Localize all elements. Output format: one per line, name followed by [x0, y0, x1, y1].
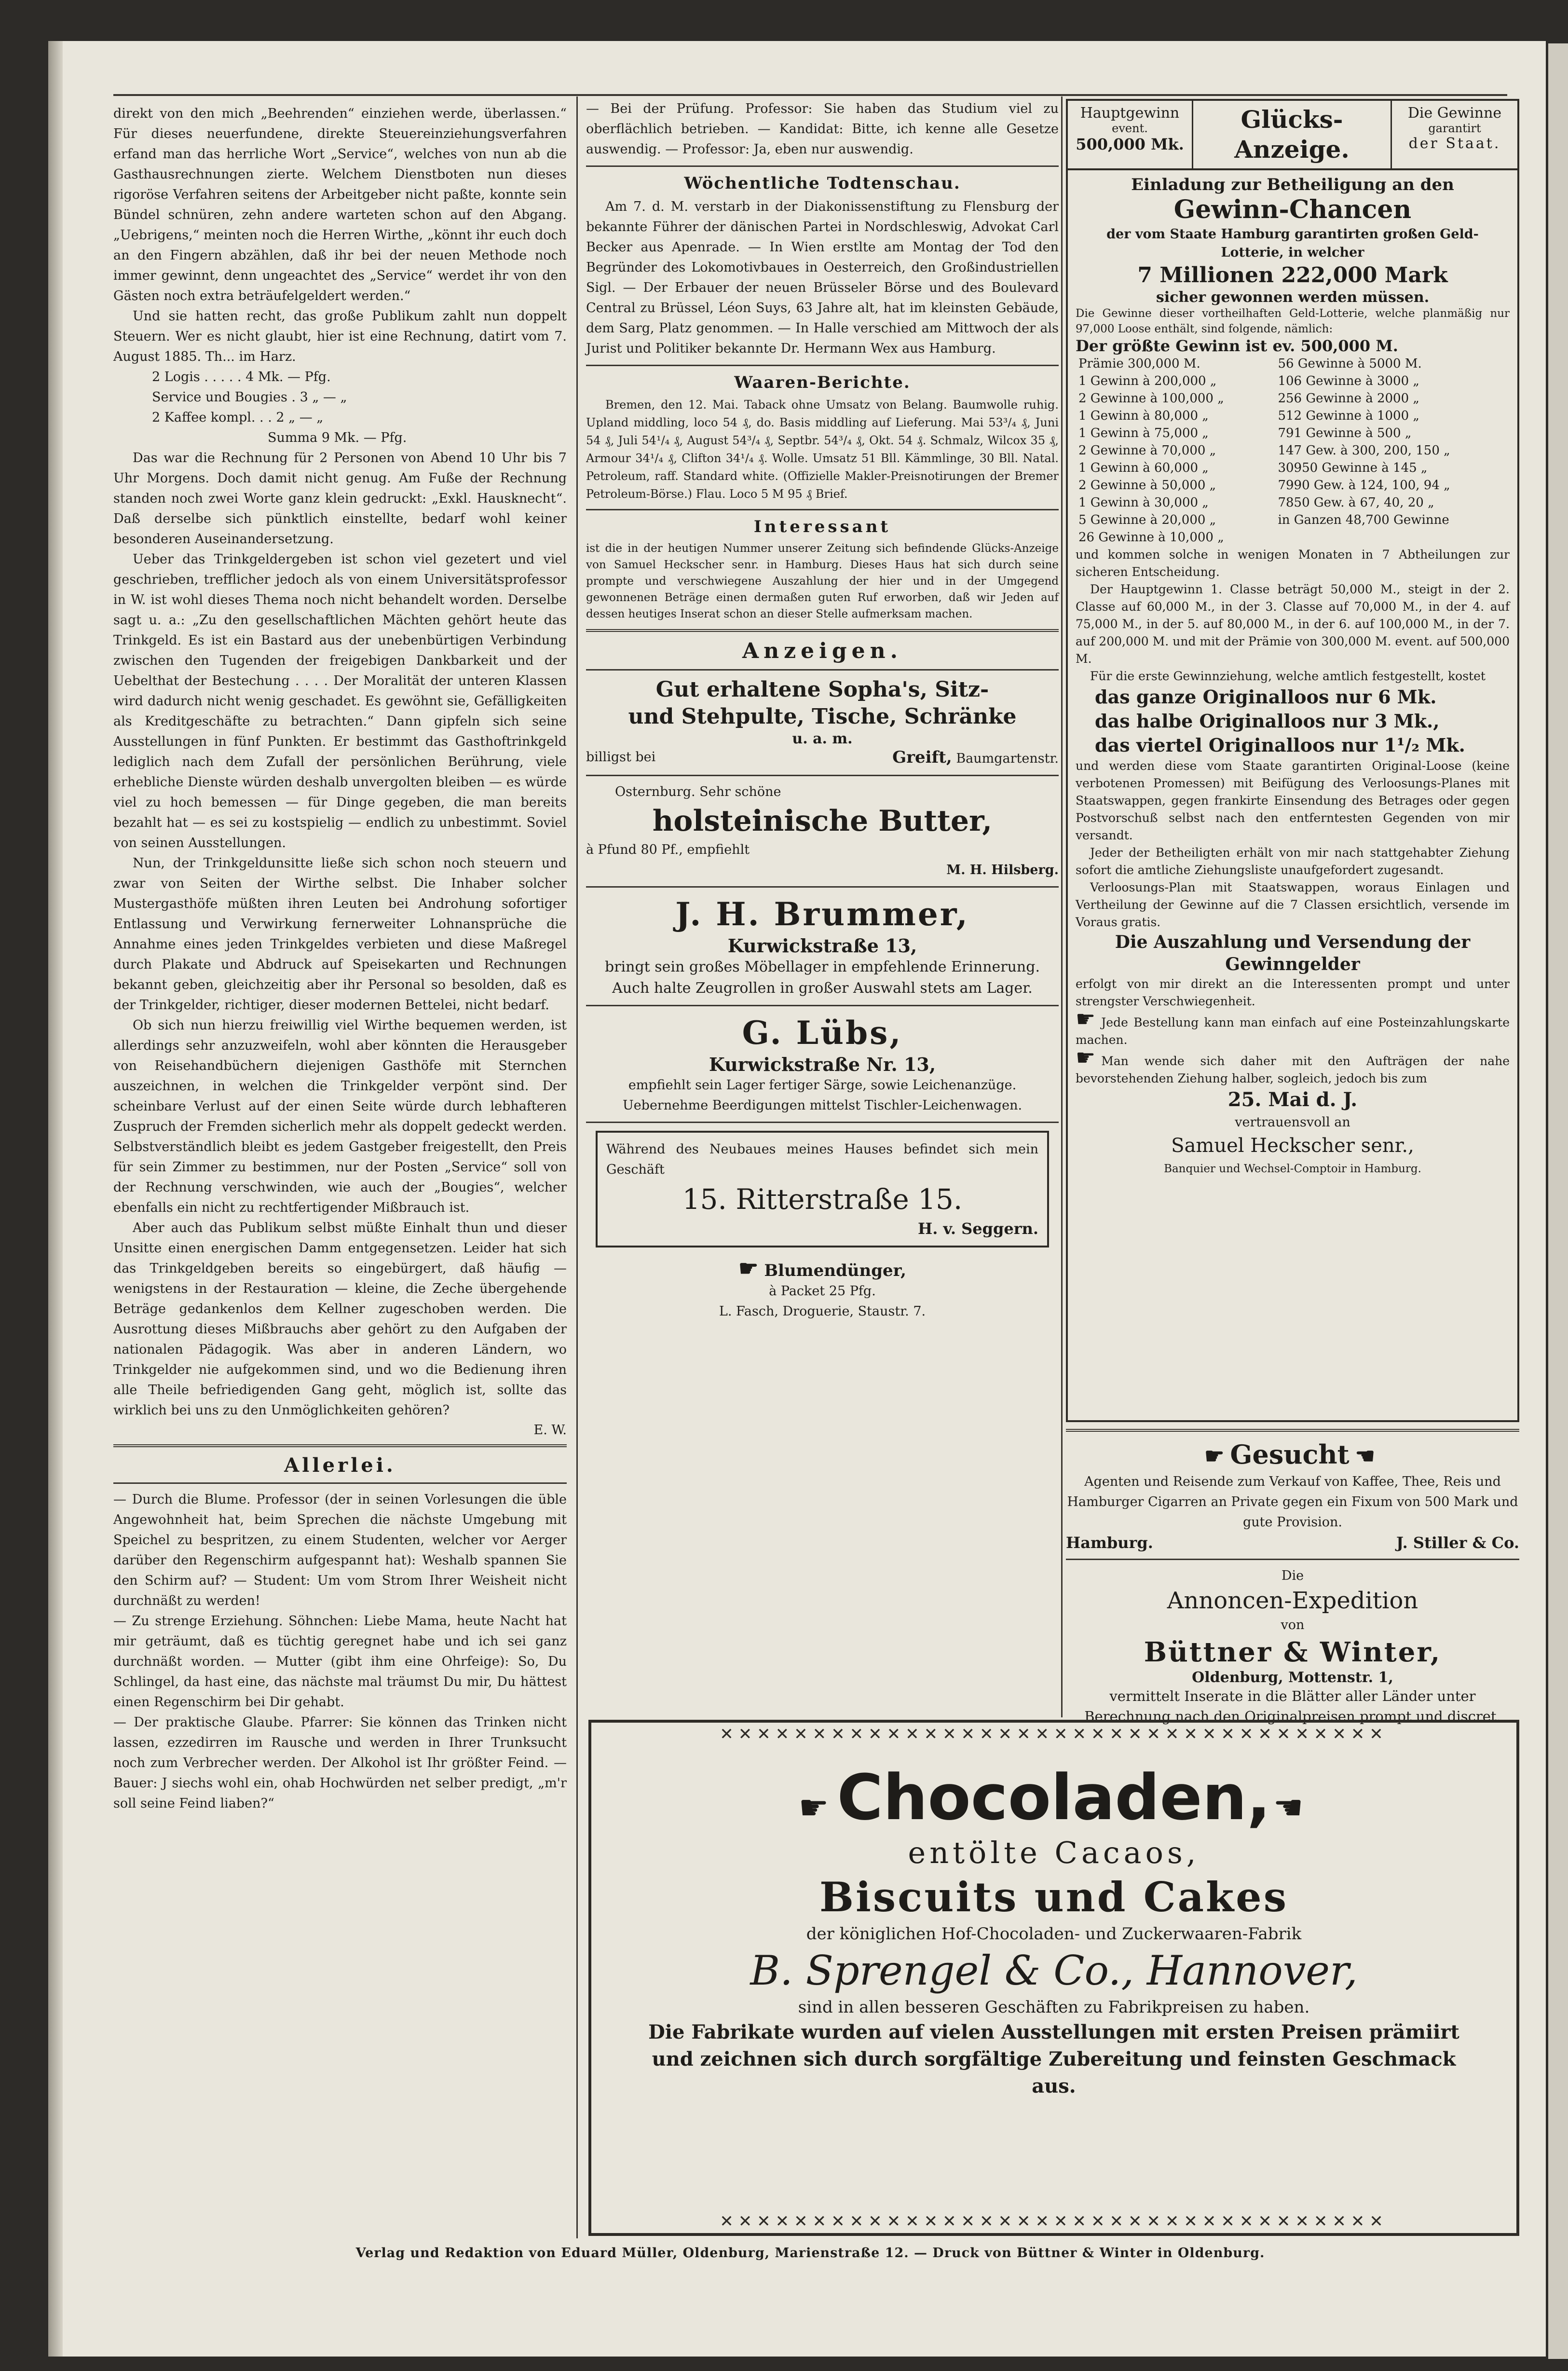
header-title: Anzeige.	[1234, 135, 1350, 164]
lottery-line: sicher gewonnen werden müssen.	[1156, 289, 1430, 306]
lottery-header	[1066, 99, 1519, 170]
article-paragraph: Das war die Rechnung für 2 Personen von Abend 10 Uhr bis 7 Uhr Morgens. Doch damit nicht genug. Am Fuße der Rechnung standen noch zwei Worte ganz klein gedruckt: „Exkl. Hausknecht“. Daß derselbe sich pünktlich einstellte, bedarf wohl keiner besonderen Auseinandersetzung.	[113, 451, 567, 547]
ad-text: bringt sein großes Möbellager in empfehlende Erinnerung. Auch halte Zeugrollen in großer Auswahl stets am Lager.	[605, 959, 1040, 997]
lottery-headline: Die Auszahlung und Versendung der Gewinngelder	[1115, 932, 1471, 974]
top-rule	[113, 94, 1507, 96]
prize-cell: 7990 Gew. à 124, 100, 94 „	[1278, 478, 1450, 493]
hotel-bill	[113, 367, 567, 448]
ad-headline: Biscuits und Cakes	[819, 1873, 1288, 1921]
column-right	[1066, 99, 1519, 1725]
section-divider	[586, 775, 1059, 776]
ad-text: empfiehlt sein Lager fertiger Särge, sowie Leichenanzüge.	[628, 1078, 1017, 1093]
lottery-text: Jeder der Betheiligten erhält von mir nach stattgehabter Ziehung sofort die amtliche Ziehungsliste unaufgefordert zugesandt.	[1076, 846, 1510, 877]
ad-line: der königlichen Hof-Chocoladen- und Zuckerwaaren-Fabrik	[806, 1924, 1302, 1944]
article-signature: E. W.	[533, 1423, 567, 1438]
imprint-footer: Verlag und Redaktion von Eduard Müller, Oldenburg, Marienstraße 12. — Druck von Büttner & Winter in Oldenburg.	[355, 2246, 1265, 2261]
ad-headline: Büttner & Winter,	[1144, 1636, 1442, 1668]
column-middle	[586, 99, 1059, 1713]
prize-cell: 791 Gewinne à 500 „	[1278, 426, 1412, 440]
prize-cell: 106 Gewinne à 3000 „	[1278, 374, 1419, 388]
section-divider	[586, 509, 1059, 510]
obituary-text: Am 7. d. M. verstarb in der Diakonissenstiftung zu Flensburg der bekannte Führer der dänischen Partei in Nordschleswig, Advokat Carl Becker aus Apenrade. — In Wien erstlte am Montag der Tod den Begründer des Lokomotivbaues in Oesterreich, den Großindustriellen Sigl. — Der Erbauer der neuen Brüsseler Börse und des Boulevard Central zu Brüssel, Léon Suys, 63 Jahre alt, hat im kleinsten Gebäude, dem Sarg, Platz genommen. — In Halle verschied am Mittwoch der als Jurist und Politiker bekannte Dr. Hermann Wex aus Hamburg.	[586, 199, 1059, 356]
article-paragraph: Nun, der Trinkgeldunsitte ließe sich schon noch steuern und zwar von Seiten der Wirthe selbst. Die Inhaber solcher Mustergasthöfe müßten ihren Leuten bei Androhung sofortiger Entlassung und Verwirkung fernerweiter Lohnansprüche die Annahme eines jeden Trinkgeldes verbieten und diese Maßregel durch Plakate und Abdruck auf Speisekarten und Rechnungen bekannt geben, gleichzeitig aber ihr Personal so besolden, daß es der Trinkgelder, richtiger, dieser modernen Bettelei, nicht bedarf.	[113, 856, 567, 1013]
ad-text: Während des Neubaues meines Hauses befindet sich mein Geschäft	[606, 1142, 1038, 1177]
market-report: Bremen, den 12. Mai. Taback ohne Umsatz von Belang. Baumwolle ruhig. Upland middling, loco 54 ₰, do. Basis middling auf Lieferung. Mai 53³/₄ ₰, Juni 54 ₰, Juli 54¹/₄ ₰, August 54³/₄ ₰, Septbr. 54³/₄ ₰, Okt. 54 ₰. Schmalz, Wilcox 35 ₰, Armour 34¹/₄ ₰, Clifton 34¹/₄ ₰. Wolle. Umsatz 51 Bll. Kämmlinge, 30 Bll. Natal. Petroleum, raff. Standard white. (Offizielle Makler-Preisnotirungen der Bremer Petroleum-Börse.) Flau. Loco 5 M 95 ₰ Brief.	[586, 398, 1059, 501]
ad-line: Gut erhaltene Sopha's, Sitz-	[655, 677, 989, 702]
article-paragraph: Aber auch das Publikum selbst müßte Einhalt thun und dieser Unsitte einen energischen Damm entgegensetzen. Leider hat sich das Trinkgeldgeben bereits so eingebürgert, daß häufig — wenigstens in der Restauration — kleine, die Zeche übergehende Beträge gedankenlos dem Kellner zugeschoben werden. Die Ausrottung dieses Mißbrauchs aber gehört zu den Aufgaben der nationalen Pädagogik. Was aber in anderen Ländern, wo Trinkgelder nie aufgekommen sind, und wo die Bedienung ihren alle Theile befriedigenden Gang geht, möglich ist, sollte das wirklich bei uns zu den Unmöglichkeiten gehören?	[113, 1220, 567, 1418]
ad-text: Agenten und Reisende zum Verkauf von Kaffee, Thee, Reis und Hamburger Cigarren an Private gegen ein Fixum von 500 Mark und gute Provision.	[1067, 1474, 1518, 1530]
ad-headline: J. H. Brummer,	[675, 895, 969, 933]
ad-line: und Stehpulte, Tische, Schränke	[628, 704, 1017, 729]
article-paragraph: Ob sich nun hierzu freiwillig viel Wirthe bequemen werden, ist allerdings sehr anzuzweifeln, wohl aber könnten die Herausgeber von Reisehandbüchern diejenigen Gasthöfe mit Sternchen auszeichnen, in welchen die Trinkgelder verpönt sind. Der scheinbare Verlust auf der einen Seite würde durch lebhafteren Zuspruch der Fremden sicherlich mehr als doppelt gedeckt werden. Selbstverständlich bleibt es jedem Gastgeber freigestellt, den Preis für sein Zimmer zu bestimmen, nur der Posten „Service“ soll von der Rechnung verschwinden, wie auch der „Bougies“, welcher ebenfalls ein nicht zu rechtfertigender Mißbrauch ist.	[113, 1018, 567, 1215]
prize-cell: 147 Gew. à 300, 200, 150 „	[1278, 443, 1450, 458]
prize-cell: 512 Gewinne à 1000 „	[1278, 409, 1419, 423]
section-heading-interessant: Interessant	[753, 517, 891, 536]
prize-cell: 1 Gewinn à 200,000 „	[1078, 374, 1217, 388]
ad-line: u. a. m.	[792, 730, 853, 747]
bill-total: Summa 9 Mk. — Pfg.	[268, 430, 407, 445]
ad-line: von	[1281, 1617, 1305, 1632]
lottery-text: Man wende sich daher mit den Aufträgen der nahe bevorstehenden Ziehung halber, sogleich, jedoch bis zum	[1076, 1054, 1510, 1085]
prize-cell: 26 Gewinne à 10,000 „	[1078, 530, 1224, 545]
ad-gesucht	[1066, 1439, 1519, 1553]
ad-headline: G. Lübs,	[742, 1014, 903, 1052]
ad-name: Greift,	[892, 748, 952, 767]
lottery-line: Der größte Gewinn ist ev. 500,000 M.	[1076, 337, 1398, 355]
ad-line: L. Fasch, Droguerie, Staustr. 7.	[719, 1304, 926, 1319]
loos-price: das halbe Originalloos nur 3 Mk.,	[1095, 710, 1440, 732]
lottery-text: erfolgt von mir direkt an die Interessenten prompt und unter strengster Verschwiegenheit.	[1076, 977, 1510, 1008]
section-divider	[586, 165, 1059, 167]
ad-line: à Packet 25 Pfg.	[769, 1284, 876, 1299]
lottery-banker: Samuel Heckscher senr.,	[1171, 1135, 1414, 1157]
lottery-text: Jede Bestellung kann man einfach auf eine Posteinzahlungskarte machen.	[1076, 1015, 1510, 1047]
pointing-hand-icon: ☛	[798, 1788, 829, 1827]
ad-line: billigst bei	[586, 750, 656, 765]
section-divider	[1066, 1559, 1519, 1560]
bill-line: 2 Kaffee kompl. . . 2 „ — „	[152, 410, 324, 425]
prize-cell: 2 Gewinne à 70,000 „	[1078, 443, 1216, 458]
prize-cell: 5 Gewinne à 20,000 „	[1078, 513, 1216, 527]
ad-headline: Annoncen-Expedition	[1167, 1587, 1418, 1614]
section-heading-waaren: Waaren-Berichte.	[734, 373, 911, 392]
pointing-hand-icon: ☚	[1355, 1443, 1375, 1469]
pointing-hand-icon: ☛	[1076, 1044, 1096, 1070]
ad-seggern	[596, 1131, 1049, 1247]
lottery-text: und kommen solche in wenigen Monaten in 7 Abtheilungen zur sicheren Entscheidung.	[1076, 548, 1510, 579]
prize-cell: Prämie 300,000 M.	[1078, 356, 1200, 371]
cross-ornament-icon: ✕✕✕✕✕✕✕✕✕✕✕✕✕✕✕✕✕✕✕✕✕✕✕✕✕✕✕✕✕✕✕✕✕✕✕✕	[720, 1725, 1388, 1744]
lottery-text: Die Gewinne dieser vortheilhaften Geld-Lotterie, welche planmäßig nur 97,000 Loose enthält, sind folgende, nämlich:	[1076, 307, 1510, 335]
ad-line: Die	[1281, 1568, 1304, 1583]
pointing-hand-icon: ☛	[738, 1255, 759, 1281]
prize-cell: 1 Gewinn à 80,000 „	[1078, 409, 1209, 423]
ad-text: Die Fabrikate wurden auf vielen Ausstellungen mit ersten Preisen prämiirt und zeichnen sich durch sorgfältige Zubereitung und feinsten Geschmack aus.	[648, 2021, 1459, 2097]
ad-chocoladen	[588, 1720, 1519, 2236]
section-divider	[586, 629, 1059, 632]
ad-city: Hamburg.	[1066, 1534, 1153, 1552]
ad-butter	[586, 782, 1059, 880]
prize-cell: 1 Gewinn à 30,000 „	[1078, 495, 1209, 510]
header-title: Glücks-	[1241, 105, 1343, 134]
article-paragraph: Ueber das Trinkgeldergeben ist schon viel gezetert und viel geschrieben, trefflicher jedoch als von einem Universitätsprofessor in W. ist wohl dieses Thema noch nicht behandelt worden. Derselbe sagt u. a.: „Zu den gesellschaftlichen Mächten gehört heute das Trinkgeld. Es ist ein Bastard aus der unebenbürtigen Verbindung zwischen den Tugenden der freigebigen Dankbarkeit und der Uebelthat der Bestechung . . . . Der Moralität der unteren Klassen wird dadurch nicht wenig geschadet. Es gewöhnt sie, Gefälligkeiten als Kreditgeschäfte zu betrachten.“ Dann gipfeln sich seine Ausstellungen in fünf Punkten. Er bestimmt das Gasthoftrinkgeld lediglich nach dem Zufall der persönlichen Berührung, viele erhebliche Dienste würden deshalb unvergolten bleiben — es würde viel zu hoch bemessen — für Dinge gegeben, die man bereits bezahlt hat — es sei zu kostspielig — endlich zu unbestimmt. Soviel von seinen Ausstellungen.	[113, 552, 567, 850]
ad-brummer	[586, 893, 1059, 999]
ad-signature: M. H. Hilsberg.	[946, 863, 1059, 877]
lottery-line: Einladung zur Betheiligung an den	[1131, 175, 1454, 194]
ad-signature: J. Stiller & Co.	[1396, 1534, 1519, 1552]
ad-headline: Chocoladen,	[837, 1761, 1271, 1834]
header-text: 500,000 Mk.	[1076, 135, 1184, 153]
column-left	[113, 104, 567, 2241]
header-cell-gewinne	[1392, 101, 1517, 168]
cross-ornament-icon: ✕✕✕✕✕✕✕✕✕✕✕✕✕✕✕✕✕✕✕✕✕✕✕✕✕✕✕✕✕✕✕✕✕✕✕✕	[720, 2212, 1388, 2231]
section-divider	[586, 886, 1059, 888]
ad-subheadline: entölte Cacaos,	[908, 1835, 1200, 1870]
ad-address: Kurwickstraße 13,	[727, 935, 917, 957]
ad-address: Baumgartenstr.	[956, 751, 1059, 766]
ad-company: B. Sprengel & Co., Hannover,	[750, 1947, 1358, 1994]
ad-line: Osternburg. Sehr schöne	[615, 784, 781, 799]
pointing-hand-icon: ☚	[1273, 1788, 1304, 1827]
prize-cell: 30950 Gewinne à 145 „	[1278, 461, 1428, 475]
header-text: der Staat.	[1408, 135, 1501, 152]
ad-line: sind in allen besseren Geschäften zu Fabrikpreisen zu haben.	[798, 1998, 1310, 2017]
section-heading-anzeigen: Anzeigen.	[742, 639, 902, 663]
prize-cell: 256 Gewinne à 2000 „	[1278, 391, 1419, 406]
section-divider	[1066, 1429, 1519, 1432]
anecdote: — Durch die Blume. Professor (der in seinen Vorlesungen die üble Angewohnheit hat, beim Sprechen die nächste Umgebung mit Speichel zu bespritzen, zu einem Studenten, welcher vor Aerger darüber den Regenschirm aufgespannt hat): Weshalb spannen Sie den Schirm auf? — Student: Um vom Strom Ihrer Weisheit nicht durchnäßt zu werden!	[113, 1492, 567, 1608]
prize-cell: 1 Gewinn à 75,000 „	[1078, 426, 1209, 440]
prize-cell: 2 Gewinne à 50,000 „	[1078, 478, 1216, 493]
ad-headline: Gesucht	[1230, 1439, 1350, 1470]
ad-line: à Pfund 80 Pf., empfiehlt	[586, 842, 750, 857]
lottery-text: Verloosungs-Plan mit Staatswappen, woraus Einlagen und Vertheilung der Gewinne auf die 7 Classen ersichtlich, versende im Voraus gratis.	[1076, 880, 1510, 929]
section-heading-allerlei: Allerlei.	[284, 1454, 396, 1477]
article-paragraph: direkt von den mich „Beehrenden“ einziehen werde, überlassen.“ Für dieses neuerfundene, direkte Steuereinziehungsverfahren erfand man das herrliche Wort „Service“, welches von nun ab die Gasthausrechnungen zierte. Welchem Dienstboten nun dieses rigoröse Verfahren seitens der Arbeitgeber nicht paßte, konnte sein Bündel schnüren, zehn andere warteten schon auf den Abgang. „Uebrigens,“ meinten noch die Herren Wirthe, „könnt ihr euch doch an den Fingern abzählen, daß ihr bei der neuen Methode noch immer gewinnt, denn ungeachtet des „Service“ werdet ihr von den Gästen noch extra beträufelgeldert werden.“	[113, 106, 567, 303]
ad-headline: holsteinische Butter,	[652, 804, 993, 838]
section-divider	[113, 1444, 567, 1447]
header-text: Die Gewinne	[1407, 105, 1502, 122]
anecdote: — Bei der Prüfung. Professor: Sie haben das Studium viel zu oberflächlich betrieben. — Kandidat: Bitte, ich kenne alle Gesetze auswendig. — Professor: Ja, eben nur auswendig.	[586, 101, 1059, 157]
pointing-hand-icon: ☛	[1204, 1443, 1225, 1469]
pointing-hand-icon: ☛	[1076, 1006, 1096, 1032]
loos-price: das ganze Originalloos nur 6 Mk.	[1095, 686, 1437, 708]
ad-text: Uebernehme Beerdigungen mittelst Tischler-Leichenwagen.	[622, 1098, 1023, 1113]
section-divider	[586, 365, 1059, 366]
lottery-line: Banquier und Wechsel-Comptoir in Hamburg.	[1164, 1163, 1421, 1175]
ad-signature: H. v. Seggern.	[917, 1220, 1038, 1238]
bill-line: Service und Bougies . 3 „ — „	[152, 390, 347, 405]
notice-text: ist die in der heutigen Nummer unserer Zeitung sich befindende Glücks-Anzeige von Samuel Heckscher senr. in Hamburg. Dieses Haus hat sich durch seine prompte und verschwiegene Auszahlung der hier und in der Umgegend gewonnenen Beträge einen dermaßen guten Ruf erworben, daß wir Jeden auf dessen heutiges Inserat schon an dieser Stelle aufmerksam machen.	[586, 542, 1059, 620]
lottery-text: Der Hauptgewinn 1. Classe beträgt 50,000 M., steigt in der 2. Classe auf 60,000 M., in der 3. Classe auf 70,000 M., in der 4. auf 75,000 M., in der 5. auf 80,000 M., in der 6. auf 100,000 M., in der 7. auf 200,000 M. und mit der Prämie von 300,000 M. event. auf 500,000 M.	[1076, 582, 1510, 666]
prize-cell: 56 Gewinne à 5000 M.	[1278, 356, 1422, 371]
ad-address: Oldenburg, Mottenstr. 1,	[1192, 1669, 1393, 1686]
header-cell-hauptgewinn	[1068, 101, 1193, 168]
lottery-ad	[1066, 170, 1519, 1422]
ad-headline: 15. Ritterstraße 15.	[682, 1183, 963, 1216]
header-text: garantirt	[1428, 122, 1481, 135]
lottery-headline: Gewinn-Chancen	[1173, 195, 1412, 224]
next-page-edge	[1548, 43, 1568, 2359]
lottery-deadline: 25. Mai d. J.	[1227, 1088, 1358, 1111]
section-divider	[586, 669, 1059, 671]
loos-price: das viertel Originalloos nur 1¹/₂ Mk.	[1095, 734, 1465, 756]
header-text: event.	[1112, 122, 1148, 135]
article-paragraph: Und sie hatten recht, das große Publikum zahlt nun doppelt Steuern. Wer es nicht glaubt, hier ist eine Rechnung, datirt vom 7. August 1885. Th... im Harz.	[113, 309, 567, 364]
anecdote: — Zu strenge Erziehung. Söhnchen: Liebe Mama, heute Nacht hat mir geträumt, daß es tüchtig geregnet habe und ich sei ganz durchnäßt worden. — Mutter (gibt ihm eine Ohrfeige): So, Du Schlingel, da hast eine, das nächste mal träumst Du mir, Du hättest einen Regenschirm bei Dir gehabt.	[113, 1614, 567, 1710]
ad-text: vermittelt Inserate in die Blätter aller Länder unter Berechnung nach den Originalpreisen prompt und discret.	[1084, 1688, 1501, 1725]
lottery-text: und werden diese vom Staate garantirten Original-Loose (keine verbotenen Promessen) mit Beifügung des Verloosungs-Planes mit Staatswappen, gegen frankirte Einsendung des Betrages oder gegen Postvorschuß selbst nach den entferntesten Gegenden von mir versandt.	[1076, 759, 1510, 842]
ad-headline: Blumendünger,	[764, 1261, 906, 1280]
header-cell-gluecksanzeige	[1193, 101, 1392, 168]
ad-blumenduenger	[586, 1255, 1059, 1322]
lottery-line: der vom Staate Hamburg garantirten großen Geld-Lotterie, in welcher	[1106, 227, 1479, 260]
column-rule-1	[576, 96, 578, 2238]
lottery-headline: 7 Millionen 222,000 Mark	[1137, 263, 1448, 288]
prize-cell	[1275, 529, 1510, 546]
heading-rule	[113, 1482, 567, 1484]
ad-address: Kurwickstraße Nr. 13,	[709, 1054, 936, 1075]
anecdote: — Der praktische Glaube. Pfarrer: Sie können das Trinken nicht lassen, ezzedirren im Rausche und werden in Ihrer Trunksucht noch zum Verbrecher werden. Der Alkohol ist Ihr größter Feind. — Bauer: J siechs wohl ein, ohab Hochwürden net selber predigt, „m'r soll seine Feind liaben?“	[113, 1715, 567, 1811]
ad-annoncen-expedition	[1066, 1566, 1519, 1727]
section-divider	[586, 1122, 1059, 1123]
header-text: Hauptgewinn	[1080, 105, 1180, 122]
prize-cell: 2 Gewinne à 100,000 „	[1078, 391, 1224, 406]
ad-sopha	[586, 676, 1059, 769]
prize-cell: in Ganzen 48,700 Gewinne	[1278, 513, 1449, 527]
prize-cell: 7850 Gew. à 67, 40, 20 „	[1278, 495, 1434, 510]
lottery-line: vertrauensvoll an	[1235, 1115, 1350, 1130]
bill-line: 2 Logis . . . . . 4 Mk. — Pfg.	[152, 370, 331, 384]
section-heading-todtenschau: Wöchentliche Todtenschau.	[684, 174, 961, 193]
page-binding	[48, 41, 63, 2357]
lottery-text: Für die erste Gewinnziehung, welche amtlich festgestellt, kostet	[1090, 669, 1486, 683]
column-rule-2	[1061, 96, 1063, 1717]
section-divider	[586, 1005, 1059, 1006]
prize-cell: 1 Gewinn à 60,000 „	[1078, 461, 1209, 475]
prize-table	[1076, 355, 1510, 546]
ad-luebs	[586, 1012, 1059, 1116]
